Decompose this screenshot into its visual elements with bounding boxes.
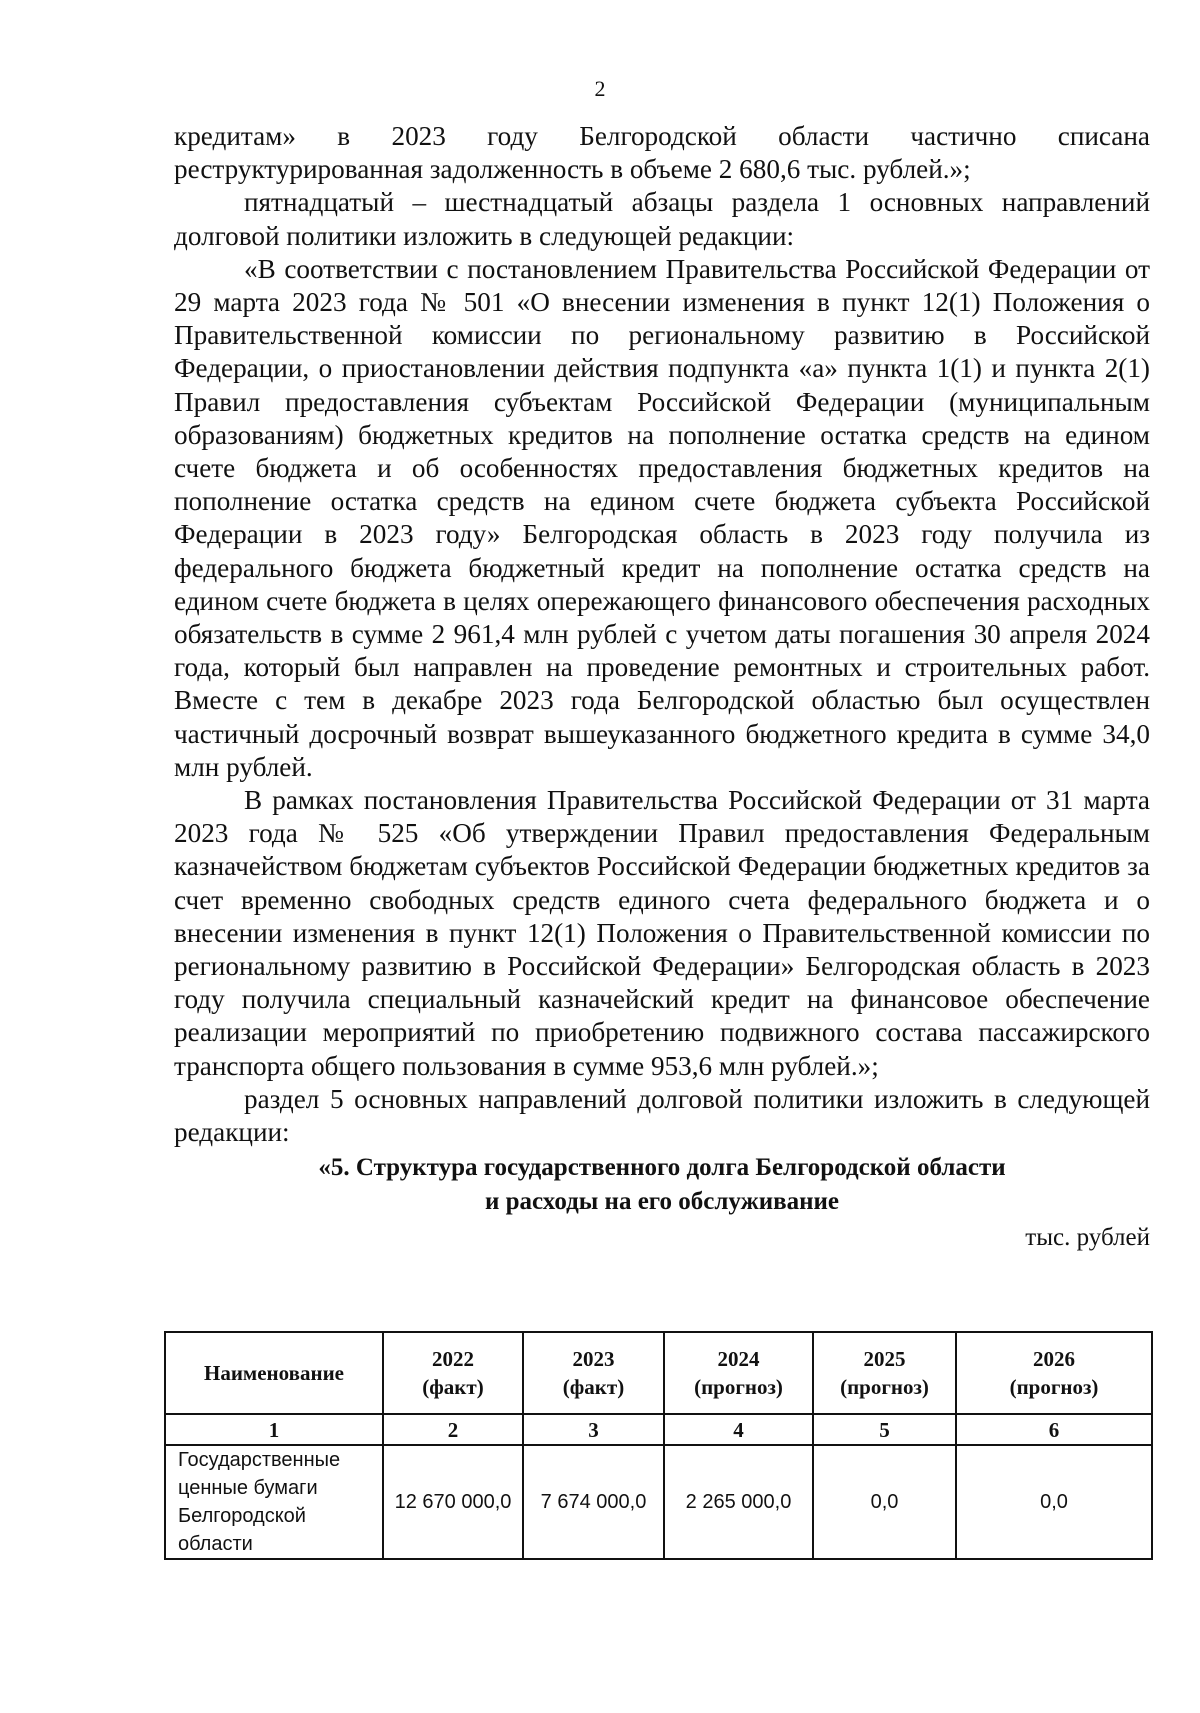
value-cell: 7 674 000,0: [523, 1445, 664, 1559]
header-year: 2022: [432, 1347, 474, 1371]
column-number-row: [165, 1414, 1152, 1445]
page-number: 2: [594, 76, 606, 101]
paragraph: раздел 5 основных направлений долговой политики изложить в следующей редакции:: [174, 1083, 1150, 1148]
header-kind: (прогноз): [694, 1375, 783, 1399]
row-name-line: области: [178, 1533, 253, 1555]
header-kind: (факт): [422, 1375, 484, 1399]
column-number: 5: [813, 1414, 956, 1445]
header-label: Наименование: [204, 1361, 344, 1385]
header-cell-2026: [956, 1332, 1152, 1414]
column-number: 2: [383, 1414, 523, 1445]
table-header-row: [165, 1332, 1152, 1414]
header-kind: (прогноз): [840, 1375, 929, 1399]
section-title: [174, 1151, 1150, 1219]
paragraph: «В соответствии с постановлением Правительства Российской Федерации от 29 марта 2023 года № 501 «О внесении изменения в пункт 12(1) Положения о Правительственной комиссии по региональному развитию в Российской Федерации, о приостановлении действия подпункта «а» пункта 1(1) и пункта 2(1) Правил предоставления субъектам Российской Федерации (муниципальным образованиям) бюджетных кредитов на пополнение остатка средств на едином счете бюджета и об особенностях предоставления бюджетных кредитов на пополнение остатка средств на едином счете бюджета субъекта Российской Федерации в 2023 году» Белгородская область в 2023 году получила из федерального бюджета бюджетный кредит на пополнение остатка средств на едином счете бюджета в целях опережающего финансового обеспечения расходных обязательств в сумме 2 961,4 млн рублей с учетом даты погашения 30 апреля 2024 года, который был направлен на проведение ремонтных и строительных работ. Вместе с тем в декабре 2023 года Белгородской областью был осуществлен частичный досрочный возврат вышеуказанного бюджетного кредита в сумме 34,0 млн рублей.: [174, 253, 1150, 782]
row-name-line: Белгородской: [178, 1505, 306, 1527]
header-kind: (факт): [562, 1375, 625, 1399]
column-number: 3: [523, 1414, 664, 1445]
value-cell: 2 265 000,0: [664, 1445, 813, 1559]
value-cell: 0,0: [956, 1445, 1152, 1559]
header-year: 2023: [572, 1347, 615, 1371]
row-name-cell: [165, 1445, 383, 1559]
header-cell-name: [165, 1332, 383, 1414]
body-text: [174, 120, 1150, 1253]
paragraph: кредитам» в 2023 году Белгородской области частично списана реструктурированная задолженность в объеме 2 680,6 тыс. рублей.»;: [174, 121, 1150, 185]
header-year: 2024: [717, 1347, 760, 1371]
row-name-line: ценные бумаги: [178, 1477, 318, 1499]
paragraph: В рамках постановления Правительства Российской Федерации от 31 марта 2023 года № 525 «Об утверждении Правил предоставления Федеральным казначейством бюджетам субъектов Российской Федерации бюджетных кредитов за счет временно свободных средств единого счета федерального бюджета и о внесении изменения в пункт 12(1) Положения о Правительственной комиссии по региональному развитию в Российской Федерации» Белгородская область в 2023 году получила специальный казначейский кредит на финансовое обеспечение реализации мероприятий по приобретению подвижного состава пассажирского транспорта общего пользования в сумме 953,6 млн рублей.»;: [174, 785, 1150, 1081]
header-cell-2025: [813, 1332, 956, 1414]
row-name-line: Государственные: [178, 1449, 341, 1471]
header-kind: (прогноз): [1009, 1375, 1099, 1399]
section-title-line: «5. Структура государственного долга Белгородской области: [318, 1154, 1006, 1182]
column-number: 4: [664, 1414, 813, 1445]
section-title-line: и расходы на его обслуживание: [484, 1188, 840, 1216]
header-cell-2023: [523, 1332, 664, 1414]
debt-structure-table: [164, 1331, 1153, 1560]
column-number: 1: [165, 1414, 383, 1445]
value-cell: 12 670 000,0: [383, 1445, 523, 1559]
units-label: тыс. рублей: [1025, 1224, 1150, 1252]
header-year: 2025: [863, 1347, 906, 1371]
table-row: [165, 1445, 1152, 1559]
header-cell-2024: [664, 1332, 813, 1414]
header-cell-2022: [383, 1332, 523, 1414]
value-cell: 0,0: [813, 1445, 956, 1559]
header-year: 2026: [1033, 1347, 1075, 1371]
column-number: 6: [956, 1414, 1152, 1445]
paragraph: пятнадцатый – шестнадцатый абзацы раздела 1 основных направлений долговой политики изложить в следующей редакции:: [174, 187, 1150, 251]
